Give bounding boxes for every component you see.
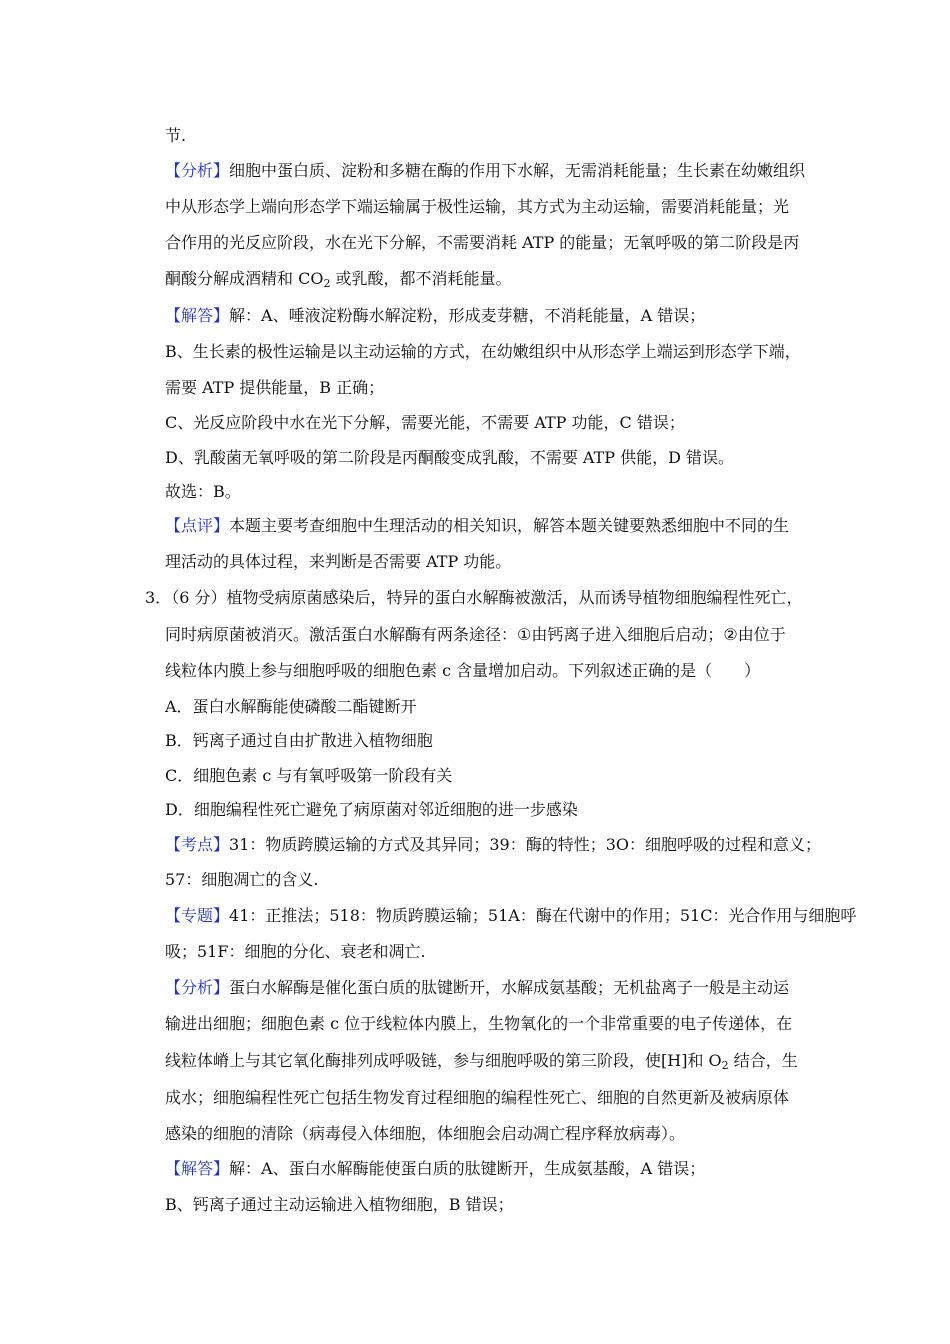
q2-answer-line-6: 故选：B。 xyxy=(165,482,241,501)
q3-stem-line-1: 3．（6 分）植物受病原菌感染后，特异的蛋白水解酶被激活，从而诱导植物细胞编程性死亡， xyxy=(145,588,803,607)
q2-analysis-line-4: 酮酸分解成酒精和 $CO_2$ 或乳酸，都不消耗能量。 xyxy=(165,269,512,290)
q3-analysis-line-4: 成水；细胞编程性死亡包括生物发育过程细胞的编程性死亡、细胞的自然更新及被病原体 xyxy=(165,1088,790,1107)
q3-zhuanti-line-1: 【专题】41：正推法；518：物质跨膜运输；51A：酶在代谢中的作用；51C：光合作用与细胞呼 xyxy=(165,906,857,925)
page-top-fragment: 节. xyxy=(165,126,187,145)
q3-analysis-line-3: 线粒体嵴上与其它氧化酶排列成呼吸链，参与细胞呼吸的第三阶段，使[H]和 $O_2$ 结合，生 xyxy=(165,1051,798,1072)
q2-answer-line-2: B、生长素的极性运输是以主动运输的方式，在幼嫩组织中从形态学上端运到形态学下端， xyxy=(165,342,801,361)
q3-answer-line-1: 【解答】解：A、蛋白水解酶能使蛋白质的肽键断开，生成氨基酸，A 错误； xyxy=(165,1159,706,1178)
q3-kaodian-line-1: 【考点】31：物质跨膜运输的方式及其异同；39：酶的特性；3O：细胞呼吸的过程和意义； xyxy=(165,835,822,854)
option-b: B．钙离子通过自由扩散进入植物细胞 xyxy=(165,731,433,750)
q2-comment-line-1: 【点评】本题主要考查细胞中生理活动的相关知识，解答本题关键要熟悉细胞中不同的生 xyxy=(165,516,790,535)
analysis-tag: 【分析】 xyxy=(165,161,230,180)
q3-stem-line-3: 线粒体内膜上参与细胞呼吸的细胞色素 c 含量增加启动。下列叙述正确的是（ ） xyxy=(165,661,761,680)
q3-stem-line-2: 同时病原菌被消灭。激活蛋白水解酶有两条途径：①由钙离子进入细胞后启动；②由位于 xyxy=(165,625,786,644)
kaodian-tag: 【考点】 xyxy=(165,835,230,854)
q2-analysis-line-3: 合作用的光反应阶段，水在光下分解，不需要消耗 ATP 的能量；无氧呼吸的第二阶段是丙 xyxy=(165,233,800,252)
q2-answer-line-4: C、光反应阶段中水在光下分解，需要光能，不需要 ATP 功能，C 错误； xyxy=(165,413,685,432)
question-number: 3． xyxy=(145,588,172,607)
q2-comment-line-2: 理活动的具体过程，来判断是否需要 ATP 功能。 xyxy=(165,552,512,571)
q3-answer-line-2: B、钙离子通过主动运输进入植物细胞，B 错误； xyxy=(165,1195,514,1214)
q2-answer-line-3: 需要 ATP 提供能量，B 正确； xyxy=(165,378,385,397)
option-d: D．细胞编程性死亡避免了病原菌对邻近细胞的进一步感染 xyxy=(165,800,578,819)
q3-kaodian-line-2: 57：细胞凋亡的含义. xyxy=(165,870,319,889)
option-c: C．细胞色素 c 与有氧呼吸第一阶段有关 xyxy=(165,766,453,785)
analysis-tag: 【分析】 xyxy=(165,978,230,997)
q3-zhuanti-line-2: 吸；51F：细胞的分化、衰老和凋亡. xyxy=(165,942,426,961)
q2-analysis-line-2: 中从形态学上端向形态学下端运输属于极性运输，其方式为主动运输，需要消耗能量；光 xyxy=(165,197,790,216)
q3-analysis-line-5: 感染的细胞的清除（病毒侵入体细胞，体细胞会启动凋亡程序释放病毒）。 xyxy=(165,1124,686,1143)
option-a: A．蛋白水解酶能使磷酸二酯键断开 xyxy=(165,697,417,716)
q2-analysis-line-1: 【分析】细胞中蛋白质、淀粉和多糖在酶的作用下水解，无需消耗能量；生长素在幼嫩组织 xyxy=(165,161,806,180)
circled-2-icon: ② xyxy=(723,625,738,644)
q2-answer-line-1: 【解答】解：A、唾液淀粉酶水解淀粉，形成麦芽糖，不消耗能量，A 错误； xyxy=(165,306,706,325)
answer-tag: 【解答】 xyxy=(165,306,230,325)
circled-1-icon: ① xyxy=(517,625,532,644)
comment-tag: 【点评】 xyxy=(165,516,230,535)
q3-analysis-line-1: 【分析】蛋白水解酶是催化蛋白质的肽键断开，水解成氨基酸；无机盐离子一般是主动运 xyxy=(165,978,790,997)
q2-answer-line-5: D、乳酸菌无氧呼吸的第二阶段是丙酮酸变成乳酸，不需要 ATP 供能，D 错误。 xyxy=(165,448,735,467)
answer-tag: 【解答】 xyxy=(165,1159,230,1178)
q3-analysis-line-2: 输进出细胞；细胞色素 c 位于线粒体内膜上，生物氧化的一个非常重要的电子传递体，在 xyxy=(165,1014,793,1033)
zhuanti-tag: 【专题】 xyxy=(165,906,230,925)
